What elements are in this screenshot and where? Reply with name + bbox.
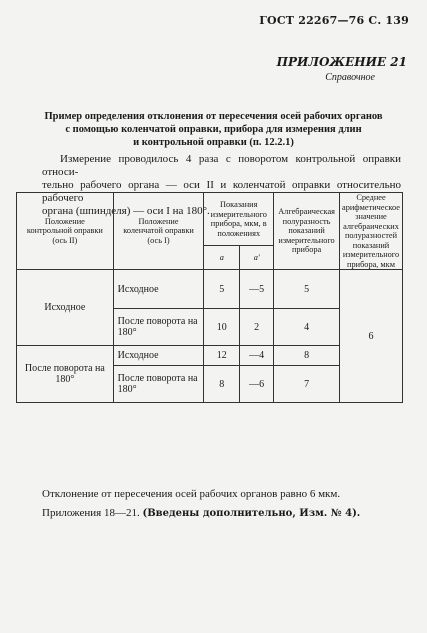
- title-line: Пример определения отклонения от пересечения осей рабочих органов: [44, 111, 383, 122]
- appendix-note-range: Приложения 18—21.: [42, 507, 140, 519]
- cell-a: 8: [204, 366, 240, 403]
- cell-half-difference: 5: [274, 270, 340, 309]
- header-sub-a-prime: a': [240, 246, 274, 270]
- title-line: и контрольной оправки (п. 12.2.1): [133, 137, 294, 148]
- cell-half-difference: 7: [274, 366, 340, 403]
- cell-half-difference: 4: [274, 309, 340, 346]
- cell-a: 12: [204, 346, 240, 366]
- document-title: [30, 110, 397, 149]
- cell-a-prime: 2: [240, 309, 274, 346]
- cell-position-ii: Исходное: [17, 270, 114, 346]
- appendix-kind: Справочное: [325, 72, 375, 83]
- cell-position-i: После поворота на 180°: [113, 309, 204, 346]
- cell-a: 10: [204, 309, 240, 346]
- measurement-table: [16, 192, 403, 403]
- intro-line: тельно рабочего органа — оси II и коленчатой оправки относительно рабочего: [42, 179, 401, 204]
- intro-line: органа (шпинделя) — оси I на 180°.: [42, 205, 210, 217]
- appendix-label: ПРИЛОЖЕНИЕ 21: [276, 55, 407, 69]
- cell-mean: 6: [340, 270, 403, 403]
- header-readings: Показания измерительного прибора, мкм, в положениях: [204, 193, 274, 246]
- result-text: Отклонение от пересечения осей рабочих органов равно 6 мкм.: [42, 488, 341, 500]
- cell-a-prime: —5: [240, 270, 274, 309]
- cell-position-i: Исходное: [113, 346, 204, 366]
- cell-position-i: Исходное: [113, 270, 204, 309]
- appendix-note: [42, 507, 360, 519]
- appendix-note-amended: (Введены дополнительно, Изм. № 4).: [142, 508, 361, 519]
- table-row: [17, 270, 403, 309]
- cell-a-prime: —4: [240, 346, 274, 366]
- header-position-i: Положение коленчатой оправки (ось I): [113, 193, 204, 270]
- cell-a: 5: [204, 270, 240, 309]
- title-line: с помощью коленчатой оправки, прибора для измерения длин: [65, 124, 362, 135]
- cell-position-i: После поворота на 180°: [113, 366, 204, 403]
- header-sub-a: a: [204, 246, 240, 270]
- header-half-difference: Алгебраическая полуразность показаний измерительного прибора: [274, 193, 340, 270]
- header-mean: Среднее арифметическое значение алгебраических полуразностей показаний измерительного прибора, мкм: [340, 193, 403, 270]
- intro-line: Измерение проводилось 4 раза с поворотом контрольной оправки относи-: [42, 153, 401, 178]
- cell-position-ii: После поворота на 180°: [17, 346, 114, 403]
- header-position-ii: Положение контрольной оправки (ось II): [17, 193, 114, 270]
- cell-a-prime: —6: [240, 366, 274, 403]
- cell-half-difference: 8: [274, 346, 340, 366]
- page-header: ГОСТ 22267—76 С. 139: [259, 14, 409, 27]
